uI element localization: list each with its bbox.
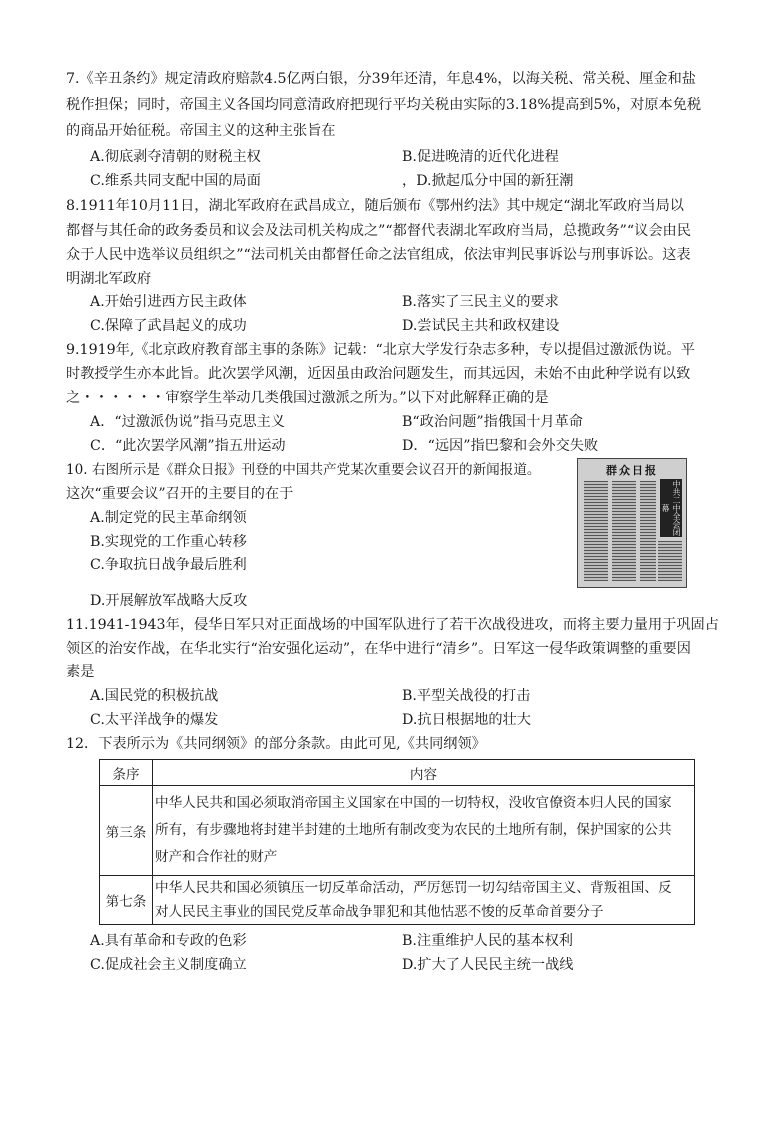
- q11-option-c[interactable]: C.太平洋战争的爆发: [90, 712, 219, 728]
- q7-option-a[interactable]: A.彻底剥夺清朝的财税主权: [90, 149, 261, 165]
- table-row: [100, 786, 695, 876]
- q10-option-d[interactable]: D.开展解放军战略大反攻: [90, 593, 248, 609]
- q11-option-b[interactable]: B.平型关战役的打击: [402, 688, 531, 704]
- newspaper-column: [612, 481, 636, 581]
- q11-stem-line-1: 11.1941-1943年，侵华日军只对正面战场的中国军队进行了若干次战役进攻，而将主要力量用于巩固占: [66, 617, 719, 633]
- q7-option-b[interactable]: B.促进晚清的近代化进程: [402, 149, 559, 165]
- q8-stem-line-2: 都督与其任命的政务委员和议会及法司机关构成之”“都督代表湖北军政府当局，总揽政务”“议会由民: [66, 223, 691, 239]
- q7-option-d[interactable]: ，D.掀起瓜分中国的新狂潮: [402, 173, 574, 189]
- q12-option-b[interactable]: B.注重维护人民的基本权利: [402, 933, 573, 949]
- table-cell-line: 所有，有步骤地将封建半封建的土地所有制改变为农民的土地所有制，保护国家的公共: [155, 822, 672, 838]
- table-cell-line: 中华人民共和国必须取消帝国主义国家在中国的一切特权，没收官僚资本归人民的国家: [155, 795, 672, 811]
- q9-option-d[interactable]: D．“远因”指巴黎和会外交失败: [402, 438, 599, 454]
- q11-option-a[interactable]: A.国民党的积极抗战: [90, 688, 219, 704]
- q11-option-d[interactable]: D.抗日根据地的壮大: [402, 712, 531, 728]
- table-cell-line: 对人民民主事业的国民党反革命战争罪犯和其他怙恶不悛的反革命首要分子: [155, 904, 604, 920]
- q10-option-c[interactable]: C.争取抗日战争最后胜利: [90, 557, 247, 573]
- table-cell-article: 第三条: [100, 786, 153, 876]
- q9-option-a[interactable]: A．“过激派伪说”指马克思主义: [90, 414, 286, 430]
- table-header-row: [100, 760, 695, 786]
- q10-stem-line-2: 这次“重要会议”召开的主要目的在于: [66, 486, 294, 502]
- newspaper-column: [658, 541, 682, 581]
- q8-stem-line-3: 众于人民中选举议员组织之”“法司机关由都督任命之法官组成，依法审判民事诉讼与刑事诉讼。这表: [66, 247, 691, 263]
- q9-option-b[interactable]: B“政治问题”指俄国十月革命: [402, 414, 583, 430]
- q9-option-c[interactable]: C．“此次罢学风潮”指五卅运动: [90, 438, 286, 454]
- newspaper-masthead: 群众日报: [606, 464, 658, 477]
- q7-stem-line-3: 的商品开始征税。帝国主义的这种主张旨在: [66, 123, 336, 139]
- newspaper-headline: 中共二中全会闭幕: [661, 480, 681, 536]
- table-cell-line: 中华人民共和国必须镇压一切反革命活动，严厉惩罚一切勾结帝国主义、背叛祖国、反: [155, 880, 672, 896]
- table-cell-article: 第七条: [100, 876, 153, 925]
- q8-option-c[interactable]: C.保障了武昌起义的成功: [90, 318, 247, 334]
- table-header-content: 内容: [153, 760, 695, 786]
- q10-option-a[interactable]: A.制定党的民主革命纲领: [90, 510, 247, 526]
- newspaper-column: [640, 481, 656, 581]
- table-cell-content: [153, 876, 695, 925]
- q7-stem-line-1: 7.《辛丑条约》规定清政府赔款4.5亿两白银，分39年还清，年息4%，以海关税、常关税、厘金和盐: [66, 71, 696, 87]
- q10-option-b[interactable]: B.实现党的工作重心转移: [90, 534, 247, 550]
- table-cell-content: [153, 786, 695, 876]
- q8-stem-line-4: 明湖北军政府: [66, 271, 152, 287]
- newspaper-column: [584, 481, 608, 581]
- q8-option-a[interactable]: A.开始引进西方民主政体: [90, 294, 247, 310]
- table-cell-line: 财产和合作社的财产: [155, 849, 278, 865]
- q8-option-b[interactable]: B.落实了三民主义的要求: [402, 294, 559, 310]
- gangling-table: [99, 759, 695, 925]
- q8-option-d[interactable]: D.尝试民主共和政权建设: [402, 318, 560, 334]
- table-row: [100, 876, 695, 925]
- q11-stem-line-2: 领区的治安作战，在华北实行“治安强化运动”，在华中进行“清乡”。日军这一侵华政策调整的重要因: [66, 641, 691, 657]
- q8-stem-line-1: 8.1911年10月11日，湖北军政府在武昌成立，随后颁布《鄂州约法》其中规定“湖北军政府当局以: [66, 198, 684, 214]
- q11-stem-line-3: 素是: [66, 664, 95, 680]
- q7-option-c[interactable]: C.维系共同支配中国的局面: [90, 173, 261, 189]
- q12-option-d[interactable]: D.扩大了人民民主统一战线: [402, 957, 574, 973]
- q9-stem-line-3: 之・・・・・・审察学生举动几类俄国过激派之所为。”以下对此解释正确的是: [66, 390, 549, 406]
- q12-option-a[interactable]: A.具有革命和专政的色彩: [90, 933, 247, 949]
- table-header-article: 条序: [100, 760, 153, 786]
- q9-stem-line-2: 时教授学生亦本此旨。此次罢学风潮，近因虽由政治问题发生，而其远因，未始不由此种学说有以致: [66, 366, 691, 382]
- q12-stem-line-1: 12．下表所示为《共同纲领》的部分条款。由此可见,《共同纲领》: [66, 736, 486, 752]
- q9-stem-line-1: 9.1919年,《北京政府教育部主事的条陈》记载：“北京大学发行杂志多种，专以提倡过激派伪说。平: [66, 342, 695, 358]
- q10-stem-line-1: 10. 右图所示是《群众日报》刊登的中国共产党某次重要会议召开的新闻报道。: [66, 462, 541, 478]
- q12-option-c[interactable]: C.促成社会主义制度确立: [90, 957, 247, 973]
- newspaper-image: [577, 458, 687, 588]
- q7-stem-line-2: 税作担保；同时，帝国主义各国均同意清政府把现行平均关税由实际的3.18%提高到5%，对原本免税: [66, 97, 702, 113]
